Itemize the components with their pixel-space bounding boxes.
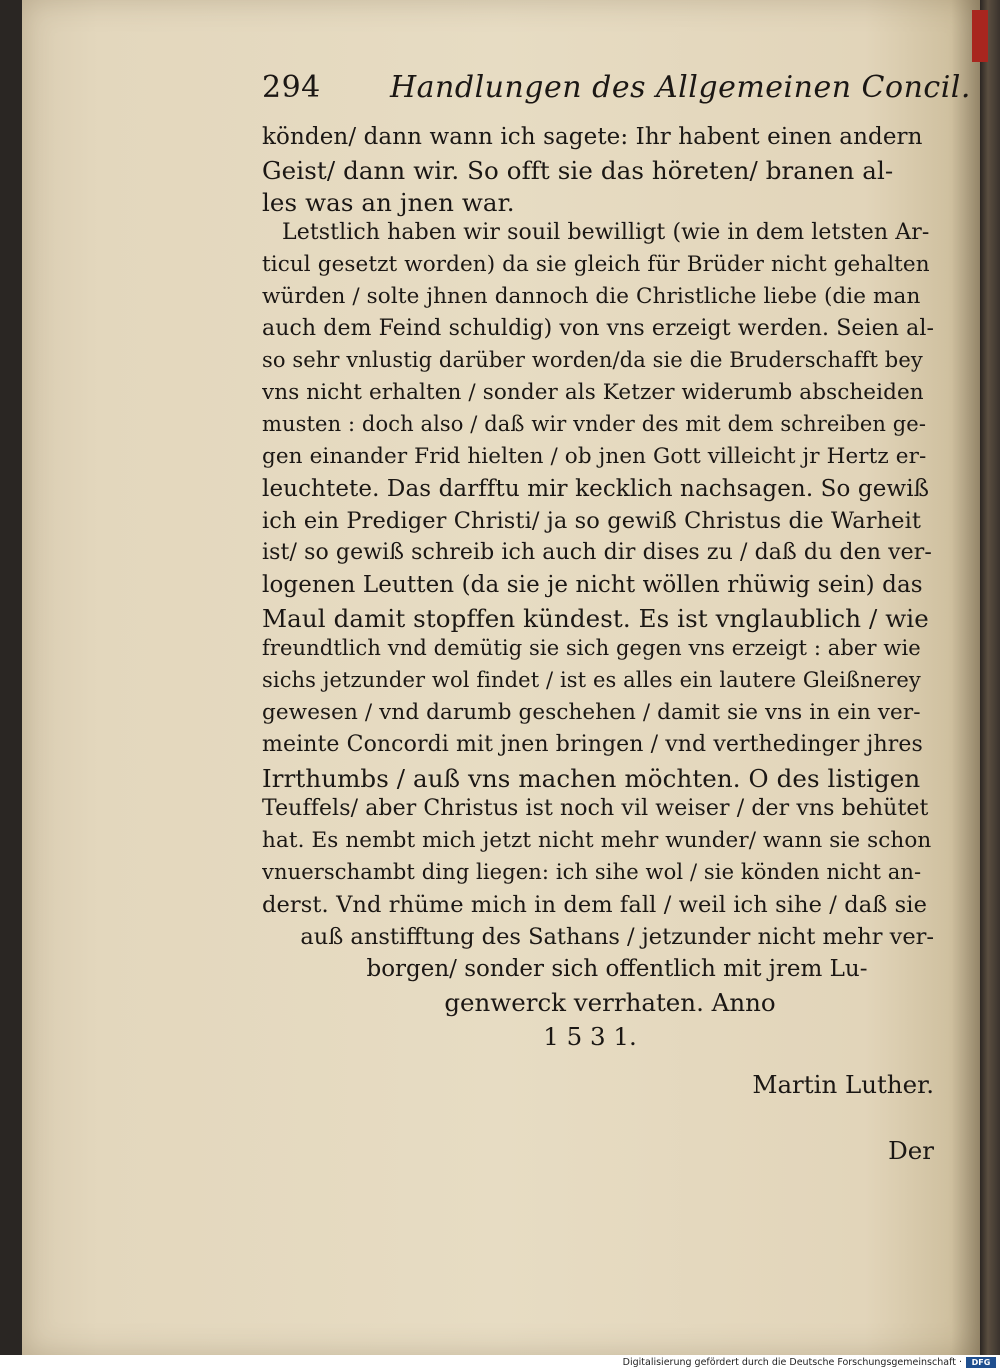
running-title: Handlungen des Allgemeinen Concil. <box>390 70 971 105</box>
text-line: les was an jnen war. <box>262 188 515 217</box>
text-line: auch dem Feind schuldig) von vns erzeigt werden. Seien al- <box>262 316 934 341</box>
text-line: logenen Leutten (da sie je nicht wöllen rhüwig sein) das <box>262 572 923 598</box>
text-line: sichs jetzunder wol findet / ist es alles ein lautere Gleißnerey <box>262 668 921 692</box>
text-line: vns nicht erhalten / sonder als Ketzer widerumb abscheiden <box>262 380 924 405</box>
text-line: Geist/ dann wir. So offt sie das höreten/ branen al- <box>262 156 894 185</box>
closing-line: genwerck verrhaten. Anno <box>444 988 776 1017</box>
text-line: derst. Vnd rhüme mich in dem fall / weil ich sihe / daß sie <box>262 892 927 918</box>
year-line: 1 5 3 1. <box>543 1022 637 1051</box>
text-line: vnuerschambt ding liegen: ich sihe wol / sie könden nicht an- <box>262 860 922 884</box>
text-line: ist/ so gewiß schreib ich auch dir dises zu / daß du den ver- <box>262 540 932 565</box>
footer-credit: Digitalisierung gefördert durch die Deutsche Forschungsgemeinschaft · <box>622 1357 962 1368</box>
text-line: ticul gesetzt worden) da sie gleich für Brüder nicht gehalten <box>262 252 930 277</box>
page-number: 294 <box>262 70 321 105</box>
red-marker-tab <box>972 10 988 62</box>
next-leaf-edge <box>980 0 1000 1355</box>
text-line: meinte Concordi mit jnen bringen / vnd verthedinger jhres <box>262 732 923 757</box>
text-line: Irrthumbs / auß vns machen möchten. O des listigen <box>262 764 921 793</box>
text-line: Teuffels/ aber Christus ist noch vil weiser / der vns behütet <box>262 796 929 821</box>
text-line: gen einander Frid hielten / ob jnen Gott villeicht jr Hertz er- <box>262 444 927 469</box>
text-line: Letstlich haben wir souil bewilligt (wie in dem letsten Ar- <box>282 220 930 245</box>
page-header <box>262 70 971 110</box>
text-line: ich ein Prediger Christi/ ja so gewiß Christus die Warheit <box>262 508 922 534</box>
text-line: leuchtete. Das darfftu mir kecklich nachsagen. So gewiß <box>262 476 930 502</box>
text-line: so sehr vnlustig darüber worden/da sie die Bruderschafft bey <box>262 348 923 372</box>
text-line: musten : doch also / daß wir vnder des mit dem schreiben ge- <box>262 412 927 436</box>
text-line: gewesen / vnd darumb geschehen / damit sie vns in ein ver- <box>262 700 921 725</box>
text-line: hat. Es nembt mich jetzt nicht mehr wunder/ wann sie schon <box>262 828 932 853</box>
closing-line: borgen/ sonder sich offentlich mit jrem Lu- <box>366 956 868 982</box>
dfg-logo: DFG <box>966 1357 996 1368</box>
catchword: Der <box>888 1136 934 1165</box>
signature: Martin Luther. <box>752 1070 934 1099</box>
text-line: freundtlich vnd demütig sie sich gegen vns erzeigt : aber wie <box>262 636 921 660</box>
closing-line: auß anstifftung des Sathans / jetzunder nicht mehr ver- <box>300 924 934 950</box>
text-line: würden / solte jhnen dannoch die Christliche liebe (die man <box>262 284 921 309</box>
text-line: könden/ dann wann ich sagete: Ihr habent einen andern <box>262 124 923 150</box>
text-line: Maul damit stopffen kündest. Es ist vnglaublich / wie <box>262 604 929 633</box>
